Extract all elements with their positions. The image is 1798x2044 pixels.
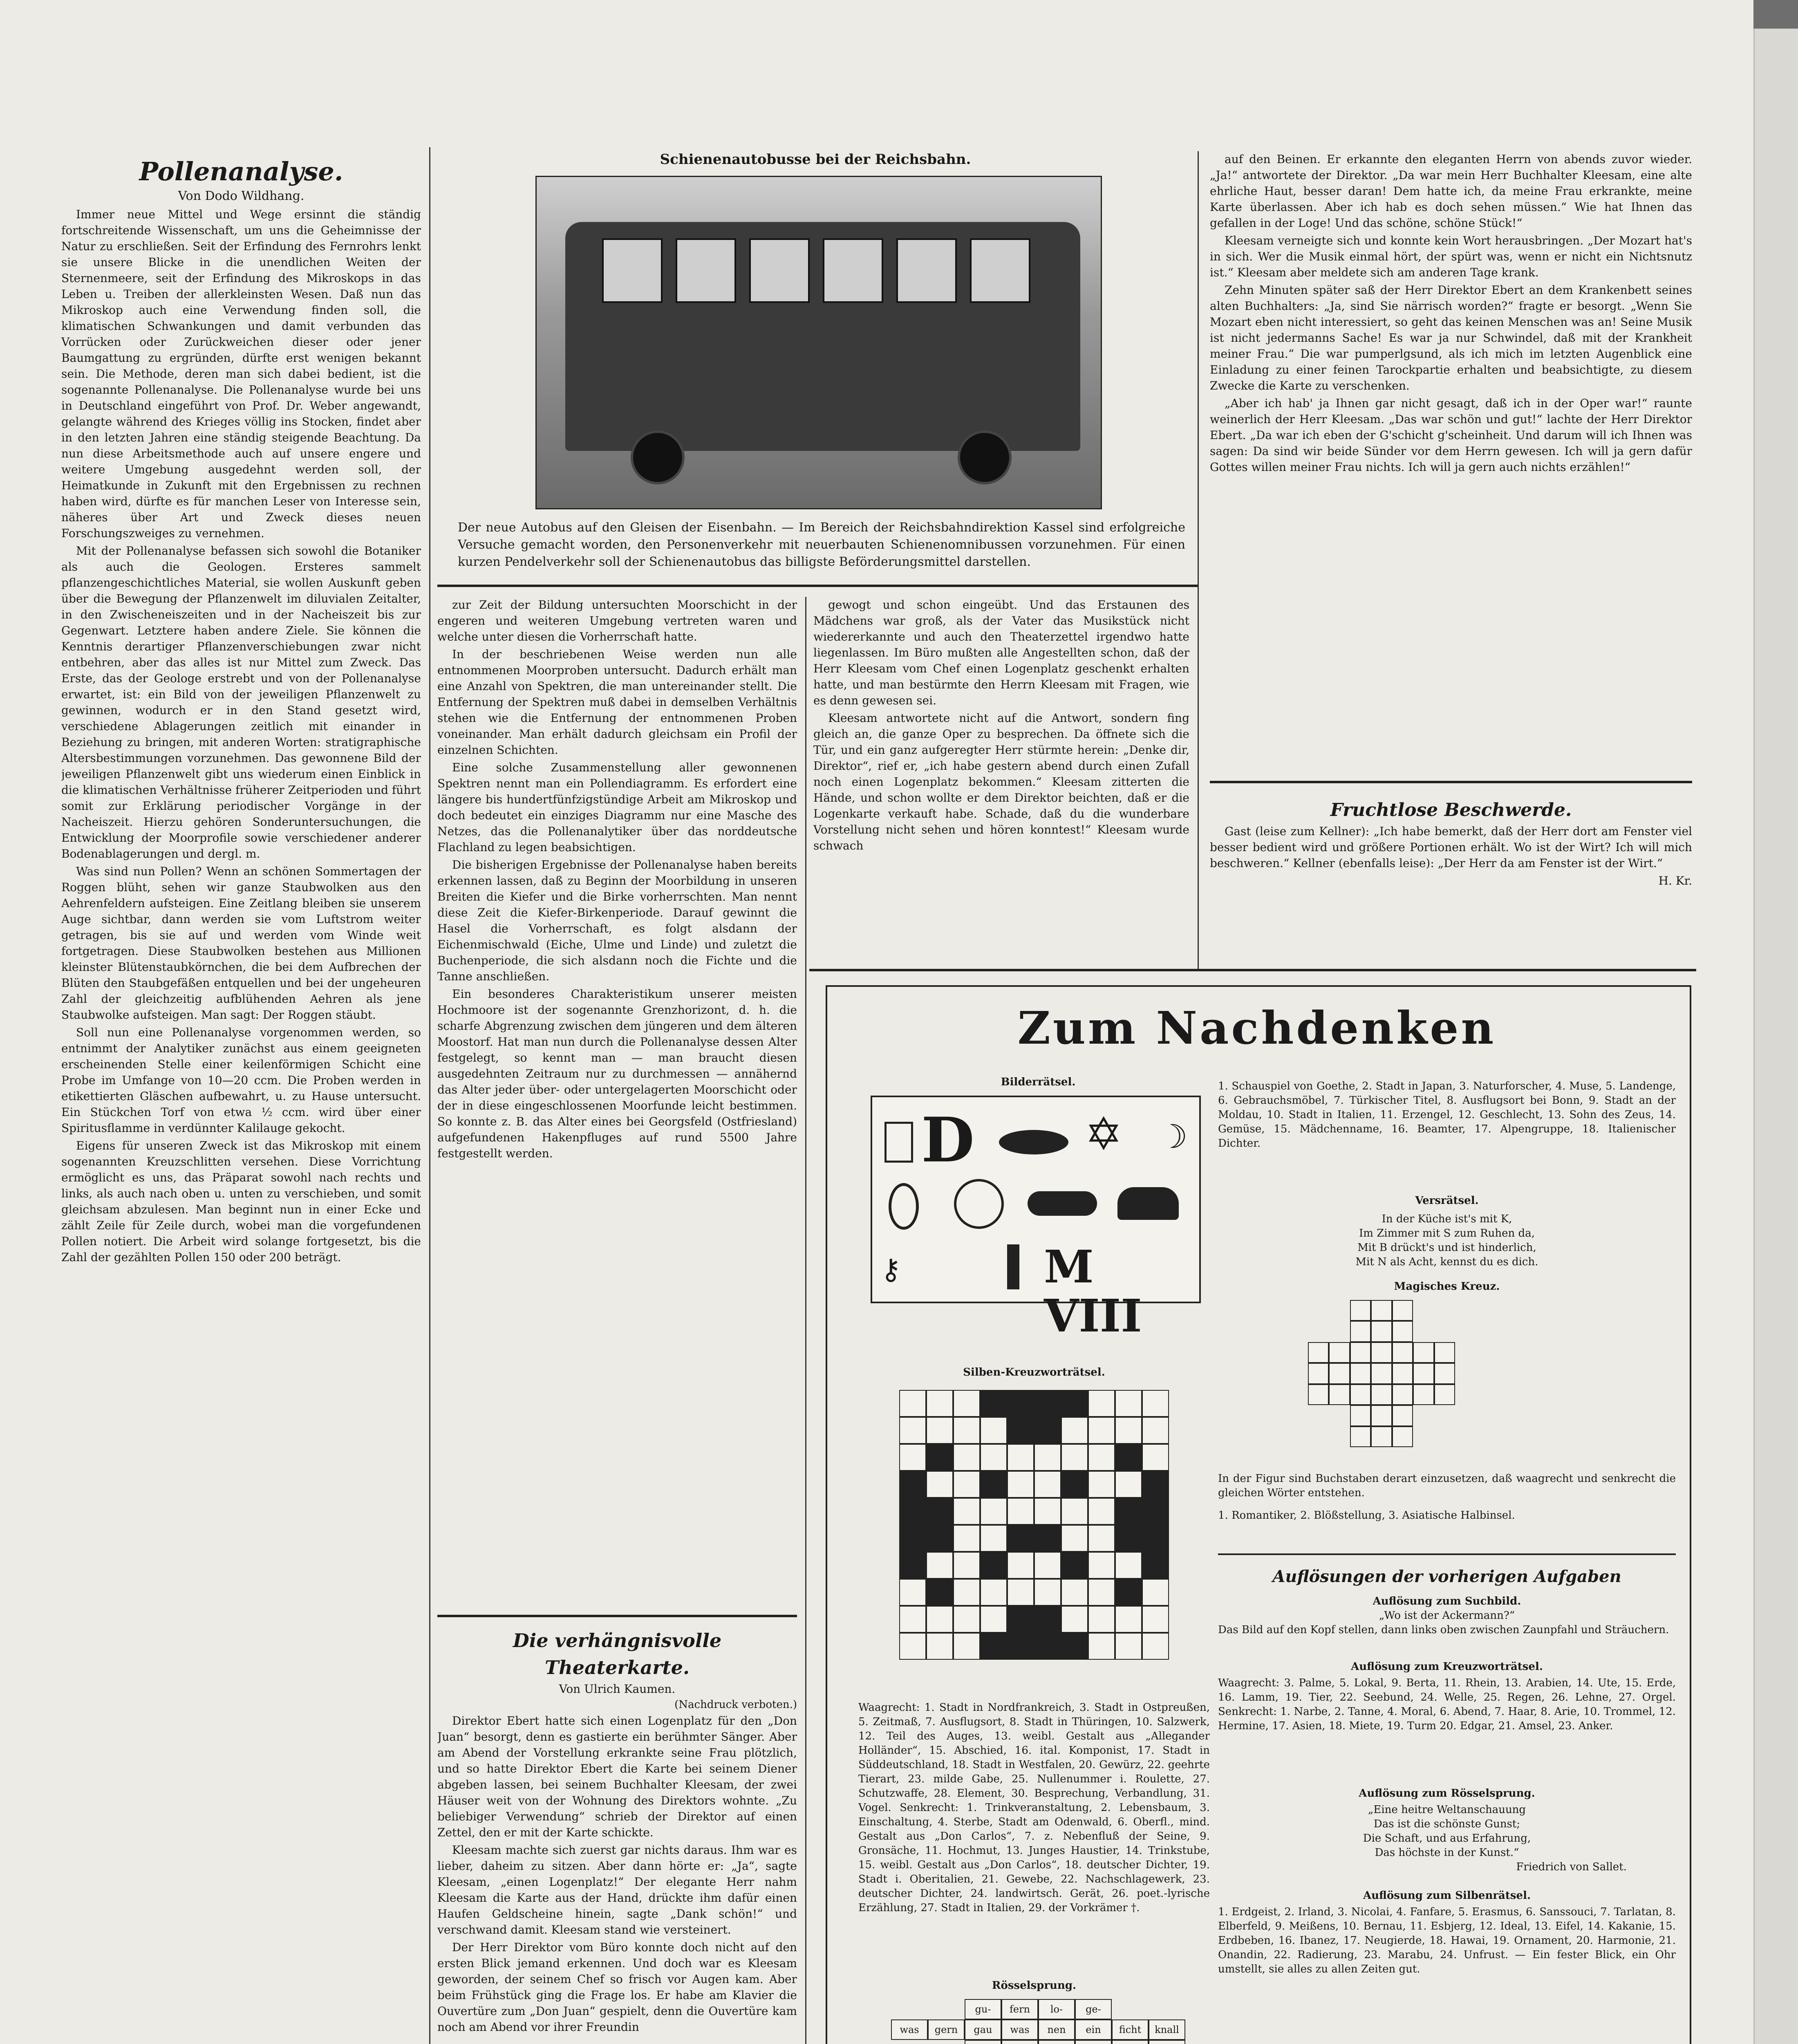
joke-text: Gast (leise zum Kellner): „Ich habe bemerkt, daß der Herr dort am Fenster viel besser bedient wird und größere Portionen erhält. Wo ist der Wirt? Ich will mich beschweren.“ Kellner (ebenfalls leise): „Der Herr da am Fenster ist der Wirt.“ [1210,825,1692,870]
rossel-solution-line: Die Schaft, und aus Erfahrung, [1363,1832,1531,1845]
rossel-cell: fern [1001,1999,1038,2019]
rossel-cell: gau [965,2019,1001,2040]
shoe-icon [1117,1187,1179,1220]
section-rule [437,1615,797,1617]
article-paragraph: Kleesam antwortete nicht auf die Antwort, sondern fing gleich an, die ganze Oper zu besprechen. Da öffnete sich die Tür, und ein ganz aufgeregter Herr stürmte herein: „Denke dir, Direktor“, rief er, „ich habe gestern abend durch einen Zufall noch einen Logenplatz bekommen.“ Kleesam zitterten die Hände, und schon wollte er dem Direktor beichten, daß er die Logenkarte verkauft habe. Schade, daß du die wunderbare Vorstellung nicht sehen und hören konntest!“ Kleesam wurde schwach [813,711,1189,852]
such-text: Das Bild auf den Kopf stellen, dann links oben zwischen Zaunpfahl und Sträuchern. [1218,1624,1669,1636]
photo-caption: Der neue Autobus auf den Gleisen der Eisenbahn. — Im Bereich der Reichsbahndirektion Kassel sind erfolgreiche Versuche gemacht worden, den Personenverkehr mit neuerbauten Schienenomnibussen vorzunehmen. Für einen kurzen Pendelverkehr soll der Schienenautobus das billigste Beförderungsmittel darstellen. [458,520,1185,569]
article-paragraph: Der Herr Direktor vom Büro konnte doch nicht auf den ersten Blick jemand erkennen. Und doch war es Kleesam geworden, der seinem Chef so frisch vor Augen kam. Aber beim Frühstück ging die Frage los. Er habe am Klavier die Ouvertüre zum „Don Juan“ gespielt, denn die Ouvertüre kam noch am Abend vor ihrer Freundin [437,1941,797,2034]
column-divider [805,597,806,2044]
lantern-icon [884,1122,913,1163]
joke-fruchtlose-beschwerde [1210,797,1692,961]
bus-window [749,238,810,303]
magisch-kreuz-grid [1308,1300,1455,1447]
rossel-cell [928,1999,965,2018]
vers-line: Im Zimmer mit S zum Ruhen da, [1359,1227,1535,1239]
rossel-cell: gu- [965,1999,1001,2019]
rossel-cell [891,2040,928,2044]
joke-signature: H. Kr. [1658,874,1692,888]
rossel-cell: ge- [1075,1999,1112,2019]
rossel-cell [891,1999,928,2018]
hand-icon [1028,1191,1097,1216]
bus-wheel [631,430,685,484]
article-theaterkarte-continued [813,597,1189,965]
vers-line: In der Küche ist's mit K, [1382,1213,1512,1225]
rossel-cell: lo- [1038,1999,1075,2019]
rossel-cell: gern [928,2019,965,2040]
article-author: Von Dodo Wildhang. [178,189,305,203]
rossel-cell [1112,1999,1149,2018]
bilder-letter-d: D [921,1104,975,1176]
rossel-solution-lines [1218,1803,1676,1874]
bilder-roman-numerals: M VIII [1044,1240,1142,1342]
solutions-rule [1218,1553,1676,1555]
article-paragraph: Die bisherigen Ergebnisse der Pollenanalyse haben bereits erkennen lassen, daß zu Beginn der Moorbildung in unseren Breiten die Kiefer und die Birke vorherrschten. Man nennt diese Zeit die Kiefer-Birkenperiode. Darauf gewinnt die Hasel die Vorherrschaft, es folgt alsdann der Eichenmischwald (Eiche, Ulme und Linde) und zuletzt die Buchenperiode, die sich alsdann noch die Fichte und die Tanne anschließen. [437,858,797,983]
solutions-title: Auflösungen der vorherigen Aufgaben [1272,1567,1621,1586]
rossel-cell [1038,2040,1075,2044]
article-paragraph: In der beschriebenen Weise werden nun alle entnommenen Moorproben untersucht. Dadurch erhält man eine Anzahl von Spektren, die man untereinander stellt. Die Entfernung der Spektren muß dabei in demselben Verhältnis stehen wie die Entfernung der entnommenen Proben voneinander. Man erhält dadurch gleichsam ein Profil der einzelnen Schichten. [437,648,797,757]
article-pollenanalyse [61,155,421,2044]
rossel-cell: nen [1038,2019,1075,2040]
article-paragraph: Zehn Minuten später saß der Herr Direktor Ebert an dem Krankenbett seines alten Buchhalters: „Ja, sind Sie närrisch worden?“ fragte er besorgt. „Wenn Sie Mozart eben nicht interessiert, so geht das keinen Menschen was an! Seine Musik ist nicht jedermanns Sache! Es war ja nur Schwindel, daß mit der Krankheit meiner Frau.“ Die war pumperlgsund, als ich mich im letzten Augenblick eine Einladung zu einer feinen Tarockpartie erhalten und beabsichtigte, zu diesem Zwecke die Karte zu verschenken. [1210,283,1692,392]
article-theaterkarte [437,1627,797,2044]
rossel-solution-author: Friedrich von Sallet. [1516,1861,1627,1873]
bilder-title: Bilderrätsel. [1001,1076,1076,1088]
rossel-cell [1149,1999,1185,2018]
article-paragraph: Mit der Pollenanalyse befassen sich sowohl die Botaniker als auch die Geologen. Ersteres sammelt pflanzengeschichtliches Material, sie wollen Auskunft geben über die Bewegung der Pflanzenwelt im diluvialen Zeitalter, in den Zwischeneiszeiten und in der Nacheiszeit bis zur Gegenwart. Letztere haben andere Ziele. Sie können die Kenntnis derartiger Pflanzenverschiebungen zwar nicht entbehren, aber das alles ist nur Mittel zum Zweck. Das Erste, das der Geologe erstrebt und von der Pollenanalyse erwartet, ist: ein Bild von der jeweiligen Pflanzenwelt zu gewinnen, wodurch er in den Stand gesetzt wird, verschiedene Ablagerungen zeitlich mit einander in Beziehung zu bringen, mit anderen Worten: stratigraphische Altersbestimmungen vorzunehmen. Das gewonnene Bild der jeweiligen Pflanzenwelt gibt uns wiederum einen Einblick in die klimatischen Verhältnisse früherer Zeitperioden und führt somit zur Erklärung periodischer Vorgänge in der Nacheiszeit. Hierzu gehören Sonderuntersuchungen, die Entwicklung der Moorprofile sowie verschiedener anderer Bodenablagerungen und dergl. m. [61,544,421,861]
bus-photo [535,176,1102,509]
magisch-title: Magisches Kreuz. [1394,1280,1500,1293]
article-pollen-continued [437,597,797,1607]
rossel-cell: knall [1149,2019,1185,2040]
bus-window [896,238,957,303]
article-paragraph: Soll nun eine Pollenanalyse vorgenommen werden, so entnimmt der Analytiker zunächst aus einem geeigneten erscheinenden Stelle einer keilenförmigen Schicht eine Probe im Umfange von 10—20 ccm. Die Proben werden in etikettierten Gläschen aufbewahrt, u. zu Hause untersucht. Ein Stückchen Torf von etwa ½ ccm. wird über einer Spiritusflamme in verdünnter Kalilauge gekocht. [61,1026,421,1135]
article-paragraph: zur Zeit der Bildung untersuchten Moorschicht in der engeren und weiteren Umgebung vertreten waren und welche unter diesen die Vorherrschaft hatte. [437,598,797,643]
bus-window [970,238,1030,303]
article-paragraph: auf den Beinen. Er erkannte den eleganten Herrn von abends zuvor wieder. „Ja!“ antwortete der Direktor. „Da war mein Herr Buchhalter Kleesam, eine alte ehrliche Haut, besser daran! Dem hatte ich, da meine Frau erkrankte, meine Karte überlassen. Aber ich hab es doch sehen müssen.“ Wie hat Ihnen das gefallen in der Loge! Und das schöne, schöne Stück!“ [1210,152,1692,230]
page-edge [1753,29,1798,2044]
rossel-cell: was [891,2019,928,2040]
rossel-cell: ficht [1112,2019,1149,2040]
article-title: Die verhängnisvolle Theaterkarte. [513,1629,722,1679]
rossel-cell: ein [1075,2019,1112,2040]
article-title: Pollenanalyse. [139,157,343,186]
rossel-cell [965,2040,1001,2044]
rossel-solution-line: „Eine heitre Weltanschauung [1368,1804,1526,1816]
silben-solution-title: Auflösung zum Silbenrätsel. [1363,1889,1531,1902]
magisch-instructions: In der Figur sind Buchstaben derart einzusetzen, daß waagrecht und senkrecht die gleichen Wörter entstehen. [1218,1472,1676,1499]
rossel-cell [1001,2040,1038,2044]
candle-icon [1007,1244,1019,1289]
vers-line: Mit N als Acht, kennst du es dich. [1355,1256,1538,1268]
vers-line: Mit B drückt's und ist hinderlich, [1357,1242,1536,1254]
puzzle-title: Zum Nachdenken [1017,1002,1496,1054]
kreuz-solution-text: Waagrecht: 3. Palme, 5. Lokal, 9. Berta, 11. Rhein, 13. Arabien, 14. Ute, 15. Erde, 16. Lamm, 19. Tier, 22. Seebund, 24. Welle, 25. Regen, 26. Lehne, 27. Orgel. Senkrecht: 1. Narbe, 2. Tanne, 4. Moral, 6. Abend, 7. Haar, 8. Arie, 10. Trommel, 12. Hermine, 17. Asien, 18. Miete, 19. Turm 20. Edgar, 21. Amsel, 23. Anker. [1218,1677,1676,1732]
rossel-title: Rösselsprung. [992,1979,1077,1992]
clock-icon [954,1179,1004,1229]
kreuz-title: Silben-Kreuzworträtsel. [963,1366,1105,1378]
rossel-cell [1149,2040,1185,2044]
key-icon: ⚷ [880,1253,902,1286]
article-theaterkarte-end [1210,151,1692,756]
fish-icon [999,1130,1068,1154]
kreuz-grid [899,1390,1169,1660]
bus-wheel [958,430,1012,484]
vers-lines [1218,1212,1676,1269]
article-paragraph: Kleesam verneigte sich und konnte kein Wort herausbringen. „Der Mozart hat's in sich. Wer die Musik einmal hört, der spürt was, wenn er nicht ein Nichtsnutz ist.“ Kleesam aber meldete sich am anderen Tage krank. [1210,234,1692,279]
bus-window [676,238,736,303]
rossel-grid [891,1999,1185,2044]
rossel-solution-line: Das ist die schönste Gunst; [1373,1818,1520,1830]
article-paragraph: Was sind nun Pollen? Wenn an schönen Sommertagen der Roggen blüht, sehen wir ganze Staubwolken aus den Aehrenfeldern aufsteigen. Eine Zeitlang bleiben sie unserem Auge sichtbar, dann werden sie vom Luftstrom weiter getragen, bis sie auf und werden vom Winde weit fortgetragen. Diese Staubwolken bestehen aus Millionen kleinster Blütenstaubkörnchen, die bei dem Aufbrechen der Blüten den Staubgefäßen entquellen und bei der ungeheuren Zahl der gleichzeitig aufblühenden Aehren als jene Staubwolke aufsteigen. Man sagt: Der Roggen stäubt. [61,865,421,1022]
article-paragraph: „Aber ich hab' ja Ihnen gar nicht gesagt, daß ich in der Oper war!“ raunte weinerlich der Herr Kleesam. „Das war schön und gut!“ lachte der Herr Direktor Ebert. „Da war ich eben der G'schicht g'scheinheit. Und darum will ich Ihnen was sagen: Da sind wir beide Sünder vor dem Herrn gewesen. Ich will ja gern dafür Gottes willen meiner Frau nichts. Ich will ja gern auch nichts erzählen!“ [1210,397,1692,474]
bilder-puzzle [871,1096,1201,1342]
column-divider [429,147,430,2044]
rossel-cell [928,2040,965,2044]
ring-icon [889,1183,919,1230]
bus-window [602,238,663,303]
article-author: Von Ulrich Kaumen. [559,1682,676,1696]
silben-solution-text: 1. Erdgeist, 2. Irland, 3. Nicolai, 4. Fanfare, 5. Erasmus, 6. Sanssouci, 7. Tarlatan, 8. Elberfeld, 9. Meißens, 10. Bernau, 11. Esbjerg, 12. Ideal, 13. Eifel, 14. Kakanie, 15. Erdbeben, 16. Ibanez, 17. Neugierde, 18. Hawai, 19. Ornament, 20. Harmonie, 21. Onandin, 22. Radierung, 23. Marabu, 24. Unfrust. — Ein fester Blick, ein Ohr umstellt, sie alles zu allen Zeiten gut. [1218,1906,1676,1975]
article-paragraph: Direktor Ebert hatte sich einen Logenplatz für den „Don Juan“ besorgt, denn es gastierte ein berühmter Sänger. Aber am Abend der Vorstellung erkrankte seine Frau plötzlich, und so hatte Direktor Ebert die Karte bei seinem Diener abgeben lassen, bei seinem Buchhalter Kleesam, der zwei Häuser weit von der Wohnung des Direktors wohnte. „Zu beliebiger Verwendung“ schrieb der Direktor auf einen Zettel, den er mit der Karte schickte. [437,1714,797,1839]
article-paragraph: Kleesam machte sich zuerst gar nichts daraus. Ihm war es lieber, daheim zu sitzen. Aber dann hörte er: „Ja“, sagte Kleesam, „einen Logenplatz!“ Der elegante Herr nahm Kleesam die Karte aus der Hand, drückte ihm dafür einen Haufen Geldscheine hinein, sagte „Dank schön!“ und verschwand damit. Kleesam stand wie versteinert. [437,1843,797,1936]
star-of-david-icon: ✡ [1085,1108,1123,1160]
rossel-cell [1075,2040,1112,2044]
such-subtitle: „Wo ist der Ackermann?“ [1379,1609,1515,1622]
such-title: Auflösung zum Suchbild. [1373,1595,1521,1607]
reprint-note: (Nachdruck verboten.) [674,1699,797,1711]
column-divider [1198,151,1199,969]
kreuz-solution-title: Auflösung zum Kreuzworträtsel. [1351,1661,1543,1673]
vers-title: Versrätsel. [1415,1195,1479,1207]
rossel-cell [1112,2040,1149,2044]
article-paragraph: gewogt und schon eingeübt. Und das Erstaunen des Mädchens war groß, als der Vater das Musikstück nicht wiedererkannte und auch den Theaterzettel irgendwo hatte liegenlassen. Im Büro mußten alle Angestellten schon, daß der Herr Kleesam vom Chef einen Logenplatz geschenkt erhalten hatte, und man bestürmte den Herrn Kleesam mit Fragen, wie es denn gewesen sei. [813,598,1189,707]
photo-title: Schienenautobusse bei der Reichsbahn. [660,151,971,168]
rossel-solution-line: Das höchste in der Kunst.“ [1375,1847,1519,1859]
section-rule [1210,781,1692,783]
article-paragraph: Immer neue Mittel und Wege ersinnt die ständig fortschreitende Wissenschaft, um uns die Geheimnisse der Natur zu erschließen. Seit der Erfindung des Fernrohrs lenkt sie unsere Blicke in die unendlichen Weiten der Sternenmeere, seit der Erfindung des Mikroskops in das Leben u. Treiben der allerkleinsten Wesen. Daß nun das Mikroskop auch eine Verwendung finden soll, die klimatischen Schwankungen und damit verbunden das Vorrücken oder Zurückweichen dieser oder jener Baumgattung zu ergründen, dürfte erst wenigen bekannt sein. Die Methode, deren man sich dabei bedient, ist die sogenannte Pollenanalyse. Die Pollenanalyse wurde bei uns in Deutschland eingeführt von Prof. Dr. Weber angewandt, gelangte während des Krieges völlig ins Stocken, findet aber in den letzten Jahren eine ständig steigende Beachtung. Da nun diese Arbeitsmethode auch auf unsere engere und weitere Umgebung ausgedehnt werden soll, der Heimatkunde in Zukunft mit den Ergebnissen zu rechnen haben wird, dürfte es für manchen Leser von Interesse sein, näheres über Art und Zweck dieses neuen Forschungszweiges zu vernehmen. [61,208,421,540]
section-rule [809,969,1696,971]
rossel-cell: was [1001,2019,1038,2040]
article-paragraph: Ein besonderes Charakteristikum unserer meisten Hochmoore ist der sogenannte Grenzhorizont, d. h. die scharfe Abgrenzung zwischen dem jüngeren und dem älteren Moostorf. Hat man nun durch die Pollenanalyse dessen Alter festgelegt, so kennt man — man braucht diesen ausgedehnten Zeitraum nur zu durchmessen — annähernd das Alter jeder über- oder untergelagerten Moorschicht oder der in diese eingeschlossenen Moorfunde leicht bestimmen. So konnte z. B. das Alter eines bei Georgsfeld (Ostfriesland) aufgefundenen Hakenpfluges auf rund 5500 Jahre festgestellt werden. [437,987,797,1160]
article-paragraph: Eigens für unseren Zweck ist das Mikroskop mit einem sogenannten Kreuzschlitten versehen. Diese Vorrichtung ermöglicht es uns, das Präparat sowohl nach rechts und links, als auch nach oben u. unten zu verschieben, und somit gleichsam abzulesen. Man beginnt nun in einer Ecke und zählt Zeile für Zeile durch, wobei man die vorgefundenen Pollen notiert. Die Arbeit wird solange fortgesetzt, bis die Zahl der gezählten Pollen 150 oder 200 beträgt. [61,1139,421,1264]
article-paragraph: Eine solche Zusammenstellung aller gewonnenen Spektren nennt man ein Pollendiagramm. Es erfordert eine längere bis hundertfünfzigstündige Arbeit am Mikroskop und doch bedeutet ein einziges Diagramm nur eine Masche des Netzes, das die Pollenanalytiker über das norddeutsche Flachland zu legen beabsichtigen. [437,761,797,854]
joke-title: Fruchtlose Beschwerde. [1330,800,1572,820]
kreuz-clues: Waagrecht: 1. Stadt in Nordfrankreich, 3. Stadt in Ostpreußen, 5. Zeitmaß, 7. Ausflugsort, 8. Stadt in Thüringen, 10. Salzwerk, 12. Teil des Auges, 13. weibl. Gestalt aus „Allegander Holländer“, 15. Abschied, 16. ital. Komponist, 17. Stadt in Süddeutschland, 18. Stadt in Westfalen, 20. Gewürz, 22. geehrte Tierart, 23. milde Gabe, 25. Nullenummer i. Roulette, 27. Schutzwaffe, 28. Element, 30. Besprechung, Verbandlung, 31. Vogel. Senkrecht: 1. Trinkveranstaltung, 2. Lebensbaum, 3. Einschaltung, 4. Sterbe, Stadt am Odenwald, 6. Oberfl., mind. Gestalt aus „Don Carlos“, 7. z. Nebenfluß der Seine, 9. Gronsäche, 11. Hochmut, 13. Junges Haustier, 14. Trinkstube, 15. weibl. Gestalt aus „Don Carlos“, 18. deutscher Dichter, 19. Stadt i. Oberitalien, 21. Gewebe, 22. Nachschlagewerk, 23. deutscher Dichter, 24. landwirtsch. Gerät, 26. poet.-lyrische Erzählung, 27. Stadt in Italien, 29. der Vorkrämer †. [858,1701,1210,1914]
photo-rule [437,585,1198,587]
rossel-solution-title: Auflösung zum Rösselsprung. [1359,1787,1535,1800]
bus-window [823,238,883,303]
magisch-list: 1. Romantiker, 2. Blößstellung, 3. Asiatische Halbinsel. [1218,1509,1515,1522]
schauspiel-clues: 1. Schauspiel von Goethe, 2. Stadt in Japan, 3. Naturforscher, 4. Muse, 5. Landenge, 6. Gebrauchsmöbel, 7. Türkischer Titel, 8. Ausflugsort bei Bonn, 9. Stadt an der Moldau, 10. Stadt in Italien, 11. Erzengel, 12. Geschlecht, 13. Sohn des Zeus, 14. Gemüse, 15. Mädchenname, 16. Beamter, 17. Alpengruppe, 18. Italienischer Dichter. [1218,1080,1676,1150]
moon-icon: ☽ [1158,1118,1188,1156]
